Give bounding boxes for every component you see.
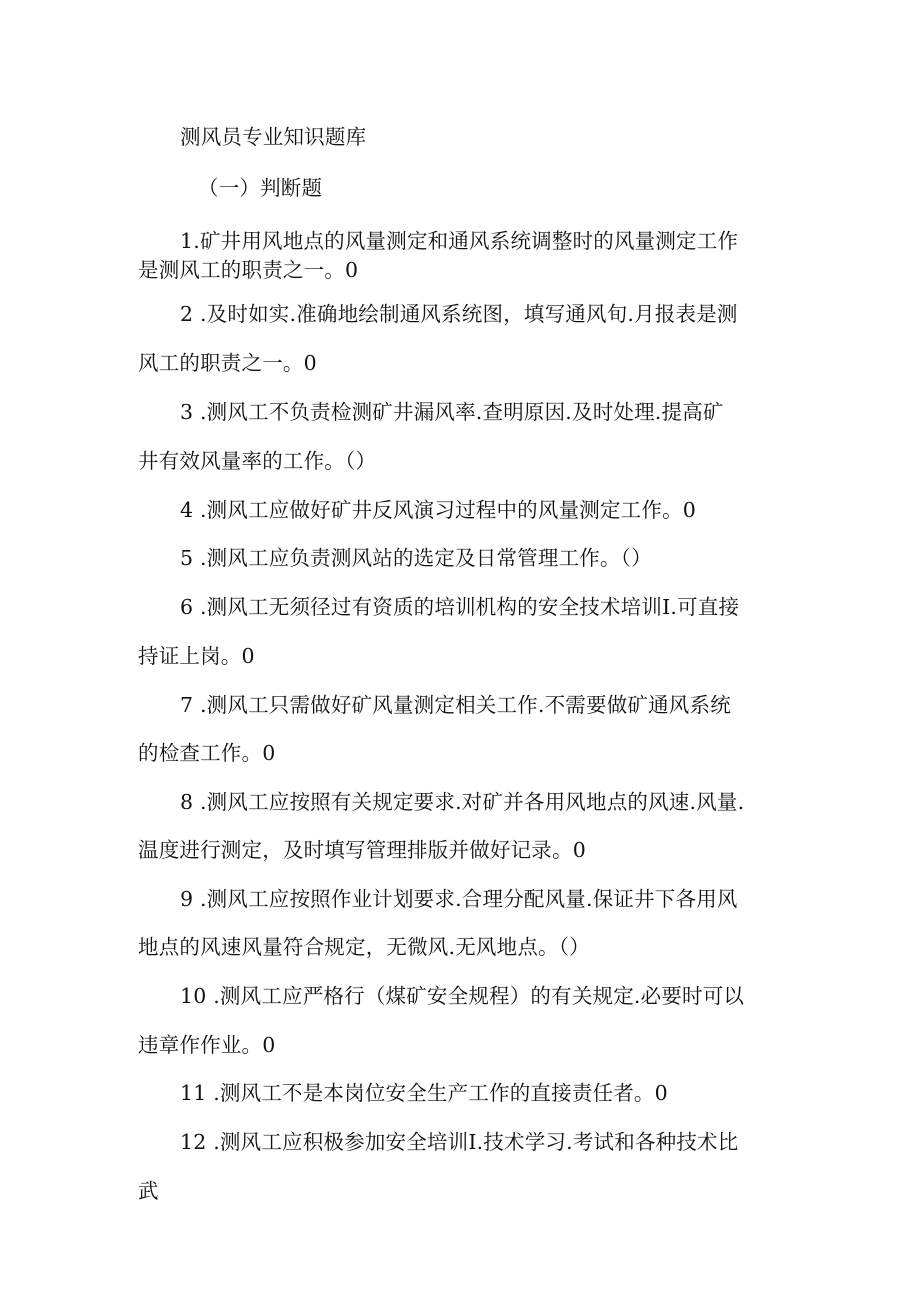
question-5-line-1: 5 .测风工应负责测风站的选定及日常管理工作。（） — [180, 546, 652, 570]
question-6-line-1: 6 .测风工无须径过有资质的培训机构的安全技术培训I.可直接 — [180, 595, 740, 619]
question-1-line-1: 1.矿井用风地点的风量测定和通风系统调整时的风量测定工作 — [180, 229, 739, 253]
question-7-line-1: 7 .测风工只需做好矿风量测定相关工作.不需要做矿通风系统 — [180, 693, 731, 717]
question-12-line-2: 武 — [138, 1179, 159, 1203]
question-7-line-2: 的检查工作。0 — [138, 741, 276, 765]
section-heading: （一）判断题 — [198, 176, 323, 200]
question-9-line-1: 9 .测风工应按照作业计划要求.合理分配风量.保证井下各用风 — [180, 887, 738, 911]
question-8-line-1: 8 .测风工应按照有关规定要求.对矿并各用风地点的风速.风量. — [180, 790, 745, 814]
question-3-line-2: 井有效风量率的工作。（） — [138, 449, 377, 473]
question-10-line-1: 10 .测风工应严格行（煤矿安全规程）的有关规定.必要时可以 — [180, 984, 745, 1008]
question-6-line-2: 持证上岗。0 — [138, 644, 255, 668]
question-8-line-2: 温度进行测定，及时填写管理排版并做好记录。0 — [138, 838, 586, 862]
document-title: 测风员专业知识题库 — [180, 125, 367, 149]
question-4-line-1: 4 .测风工应做好矿井反风演习过程中的风量测定工作。0 — [180, 498, 697, 522]
question-11-line-1: 11 .测风工不是本岗位安全生产工作的直接责任者。0 — [180, 1081, 668, 1105]
question-2-line-2: 风工的职责之一。0 — [138, 351, 317, 375]
question-2-line-1: 2 .及时如实.准确地绘制通风系统图，填写通风旬.月报表是测 — [180, 302, 738, 326]
question-12-line-1: 12 .测风工应积极参加安全培训I.技术学习.考试和各种技术比 — [180, 1130, 739, 1154]
question-10-line-2: 违章作作业。0 — [138, 1033, 276, 1057]
question-9-line-2: 地点的风速风量符合规定，无微风.无风地点。（） — [138, 935, 590, 959]
question-1-line-2: 是测风工的职责之一。0 — [138, 258, 359, 282]
question-3-line-1: 3 .测风工不负责检测矿井漏风率.查明原因.及时处理.提高矿 — [180, 400, 724, 424]
